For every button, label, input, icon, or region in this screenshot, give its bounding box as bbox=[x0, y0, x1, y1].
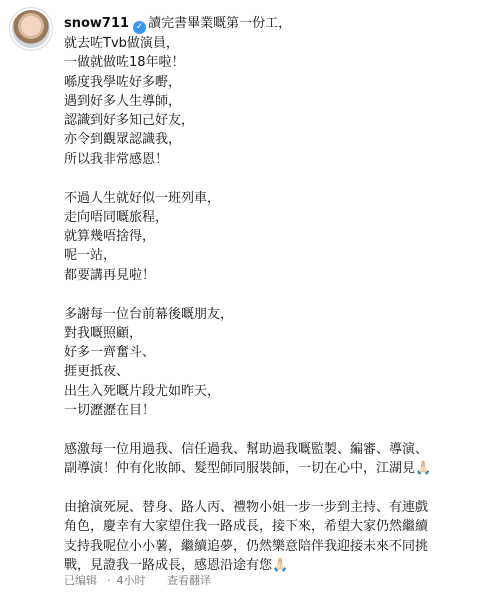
caption-line: 走向唔同嘅旅程， bbox=[64, 209, 169, 225]
caption-line: 副導演！仲有化妝師、髮型師同服裝師，一切在心中，江湖見🙏🏻 bbox=[64, 461, 432, 477]
caption-line: 喺度我學咗好多嘢， bbox=[64, 74, 182, 90]
post-time: 4小时 bbox=[116, 574, 146, 587]
caption-line: 亦令到觀眾認識我， bbox=[64, 132, 182, 148]
post-caption bbox=[64, 14, 474, 575]
caption-line: 都要講再見啦！ bbox=[64, 267, 156, 283]
caption-line: 出生入死嘅片段尤如昨天， bbox=[64, 383, 221, 399]
caption-line: 所以我非常感恩！ bbox=[64, 151, 169, 167]
caption-line: 好多一齊奮斗、 bbox=[64, 345, 156, 361]
caption-line: 就去咗Tvb做演員， bbox=[64, 36, 179, 51]
caption-line: 捱更抵夜、 bbox=[64, 364, 130, 380]
caption-line: 就算幾唔捨得， bbox=[64, 229, 156, 245]
edited-label: 已编辑 bbox=[64, 574, 97, 587]
caption-line: 多謝每一位台前幕後嘅朋友， bbox=[64, 306, 234, 322]
caption-line: 呢一站， bbox=[64, 248, 117, 264]
caption-line: 由搶演死屍、替身、路人丙、禮物小姐一步一步到主持、有連戲 bbox=[64, 499, 429, 515]
caption-header bbox=[64, 14, 474, 34]
caption-first-line: 讀完書畢業嘅第一份工， bbox=[148, 16, 292, 31]
translate-link[interactable]: 查看翻译 bbox=[167, 574, 211, 587]
caption-line: 認識到好多知己好友， bbox=[64, 113, 195, 129]
caption-line: 感激每一位用過我、信任過我、幫助過我嘅監製、編審、導演、 bbox=[64, 441, 429, 457]
separator-dot: · bbox=[107, 574, 111, 587]
caption-line: 一切瀝瀝在目！ bbox=[64, 403, 156, 419]
avatar[interactable] bbox=[12, 10, 50, 48]
verified-badge-icon: ✓ bbox=[133, 21, 146, 34]
caption-line: 對我嘅照顧， bbox=[64, 325, 143, 341]
caption-line: 戰，見證我一路成長，感恩沿途有您🙏🏻 bbox=[64, 557, 289, 573]
post-meta bbox=[64, 572, 217, 588]
caption-line: 不過人生就好似一班列車， bbox=[64, 190, 221, 206]
username[interactable]: snow711 bbox=[64, 16, 130, 31]
caption-line: 一做就做咗18年啦！ bbox=[64, 55, 185, 71]
caption-line: 支持我呢位小小薯，繼續追夢，仍然樂意陪伴我迎接未來不同挑 bbox=[64, 538, 429, 554]
caption-line: 角色，慶幸有大家望住我一路成長，接下來，希望大家仍然繼續 bbox=[64, 519, 429, 535]
caption-line: 遇到好多人生導師， bbox=[64, 93, 182, 109]
